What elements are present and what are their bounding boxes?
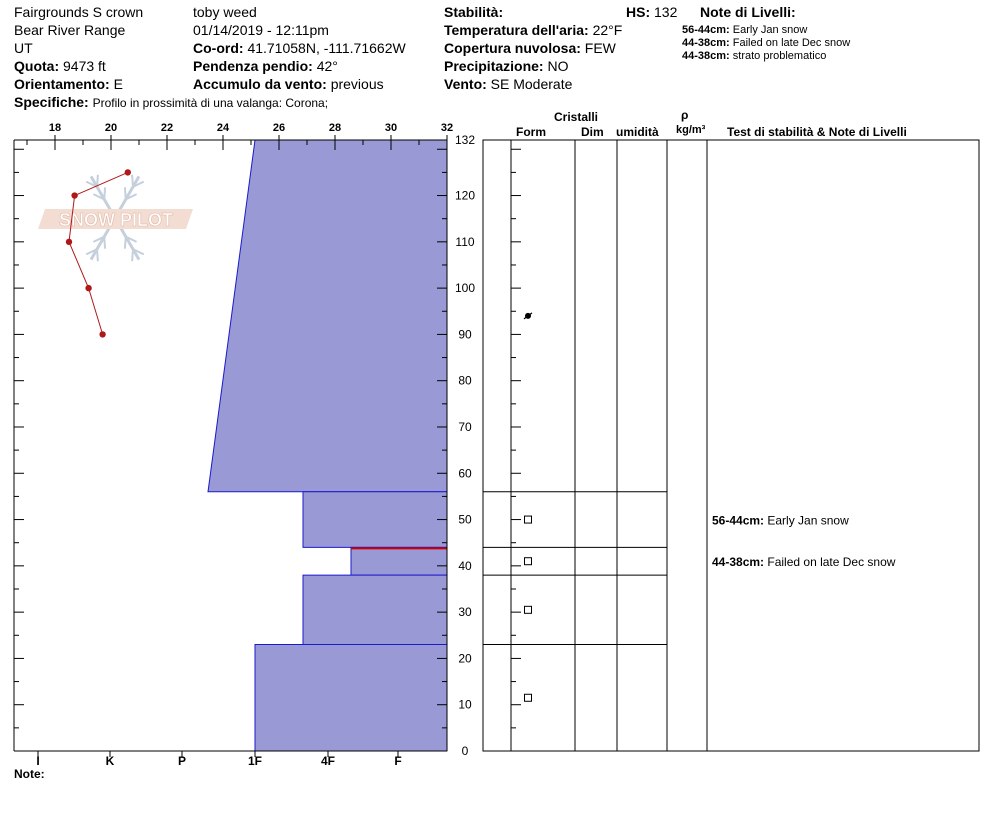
depth-tick-label: 40 [458, 558, 472, 573]
snowflake-branch [132, 249, 133, 261]
snow-layer-1 [208, 140, 447, 492]
stability-notes-header: Test di stabilità & Note di Livelli [727, 125, 907, 139]
grain-facet-symbol [525, 694, 532, 701]
aspect-value: E [113, 76, 123, 92]
table-layer-note [712, 514, 849, 528]
layer-note-range: 56-44cm: [682, 24, 730, 36]
depth-tick-label: 50 [458, 512, 472, 527]
layer-note-text: strato problematico [732, 50, 827, 62]
dim-header: Dim [581, 125, 604, 139]
table-layer-note-text: Failed on late Dec snow [767, 555, 896, 570]
precip-label: Precipitazione: [444, 58, 544, 74]
stability-label: Stabilità: [444, 4, 504, 20]
wind-label: Vento: [444, 76, 487, 92]
snow-layer-2 [303, 492, 447, 548]
grain-facet-symbol [525, 558, 532, 565]
layer-note-range: 44-38cm: [682, 50, 730, 62]
temp-tick-label: 20 [104, 122, 118, 134]
layer-note-range: 44-38cm: [682, 37, 730, 49]
depth-tick-label: 30 [458, 605, 472, 620]
density-unit-header: kg/m³ [676, 124, 706, 136]
rho-header: ρ [681, 108, 689, 122]
depth-tick-label: 120 [454, 188, 476, 203]
layer-table [483, 140, 979, 751]
table-layer-note-text: Early Jan snow [767, 513, 849, 528]
temperature-point [99, 331, 105, 337]
grain-facet-symbol [525, 606, 532, 613]
moisture-header: umidità [616, 125, 659, 139]
snowflake-branch [104, 237, 105, 249]
table-layer-note-range: 44-38cm: [712, 555, 768, 570]
temperature-point [71, 192, 77, 198]
table-frame [483, 140, 979, 751]
depth-tick-label: 10 [458, 697, 472, 712]
air-temp-value: 22°F [592, 22, 623, 38]
snow-pilot-watermark [38, 175, 193, 261]
hardness-label: 4F [320, 754, 336, 768]
temperature-point [66, 239, 72, 245]
cloud-value: FEW [584, 40, 616, 56]
location: Fairgrounds S crown [14, 4, 144, 20]
grain-facet-symbol [525, 516, 532, 523]
cloud-label: Copertura nuvolosa: [444, 40, 581, 56]
temperature-point [85, 285, 91, 291]
hs-value: 132 [654, 4, 678, 20]
snow-layer-4 [303, 575, 447, 644]
state: UT [14, 40, 33, 56]
wind-value: SE Moderate [490, 76, 573, 92]
slope-label: Pendenza pendio: [193, 58, 313, 74]
hardness-label: K [105, 754, 115, 768]
depth-tick-label: 20 [458, 651, 472, 666]
depth-tick-label: 60 [458, 466, 472, 481]
temp-tick-label: 32 [440, 122, 454, 134]
coord-label: Co-ord: [193, 40, 244, 56]
elevation-value: 9473 ft [63, 58, 106, 74]
temp-tick-label: 30 [384, 122, 398, 134]
aspect-label: Orientamento: [14, 76, 110, 92]
hardness-label: P [177, 754, 187, 768]
snow-layer-3 [351, 547, 447, 575]
depth-tick-label: 70 [458, 419, 472, 434]
layer-notes-title: Note di Livelli: [700, 4, 796, 20]
specifics-value: Profilo in prossimità di una valanga: Corona; [92, 96, 329, 110]
form-header: Form [516, 125, 546, 139]
hardness-label: F [394, 754, 402, 768]
snowflake-branch [125, 187, 126, 199]
snowflake-branch [125, 237, 126, 249]
air-temp-label: Temperatura dell'aria: [444, 22, 589, 38]
snowflake-branch [97, 249, 98, 261]
depth-tick-label: 90 [458, 327, 472, 342]
temp-tick-label: 28 [328, 122, 342, 134]
hardness-label: 1F [247, 754, 263, 768]
temp-tick-label: 22 [160, 122, 174, 134]
depth-tick-label: 132 [454, 133, 476, 147]
temperature-point [125, 169, 131, 175]
precip-value: NO [547, 58, 569, 74]
layer-note-text: Early Jan snow [732, 24, 808, 36]
hs-label: HS: [626, 4, 651, 20]
snowflake-branch [132, 175, 133, 187]
snow-layer-5 [255, 645, 447, 751]
depth-tick-label: 0 [461, 744, 469, 758]
temp-tick-label: 26 [272, 122, 286, 134]
layer-note-text: Failed on late Dec snow [732, 37, 851, 49]
observer: toby weed [193, 4, 257, 20]
wind-loading-value: previous [330, 76, 384, 92]
slope-value: 42° [316, 58, 338, 74]
table-layer-note [712, 555, 896, 569]
temp-tick-label: 24 [216, 122, 230, 134]
crystals-header: Cristalli [554, 110, 599, 124]
snow-layers [208, 140, 447, 751]
snowflake-branch [104, 187, 105, 199]
note-label: Note: [14, 767, 45, 781]
coord-value: 41.71058N, -111.71662W [247, 40, 406, 56]
wind-loading-label: Accumulo da vento: [193, 76, 327, 92]
depth-tick-label: 80 [458, 373, 472, 388]
depth-tick-label: 110 [455, 234, 475, 249]
temperature-profile [66, 169, 131, 337]
range: Bear River Range [14, 22, 126, 38]
table-layer-note-range: 56-44cm: [712, 513, 768, 528]
specifics-label: Specifiche: [14, 94, 89, 110]
datetime: 01/14/2019 - 12:11pm [193, 22, 329, 38]
temp-tick-label: 18 [48, 122, 62, 134]
elevation-label: Quota: [14, 58, 60, 74]
watermark-text: SNOW PILOT [59, 210, 173, 230]
hardness-label: I [36, 754, 40, 768]
depth-tick-label: 100 [454, 281, 476, 296]
